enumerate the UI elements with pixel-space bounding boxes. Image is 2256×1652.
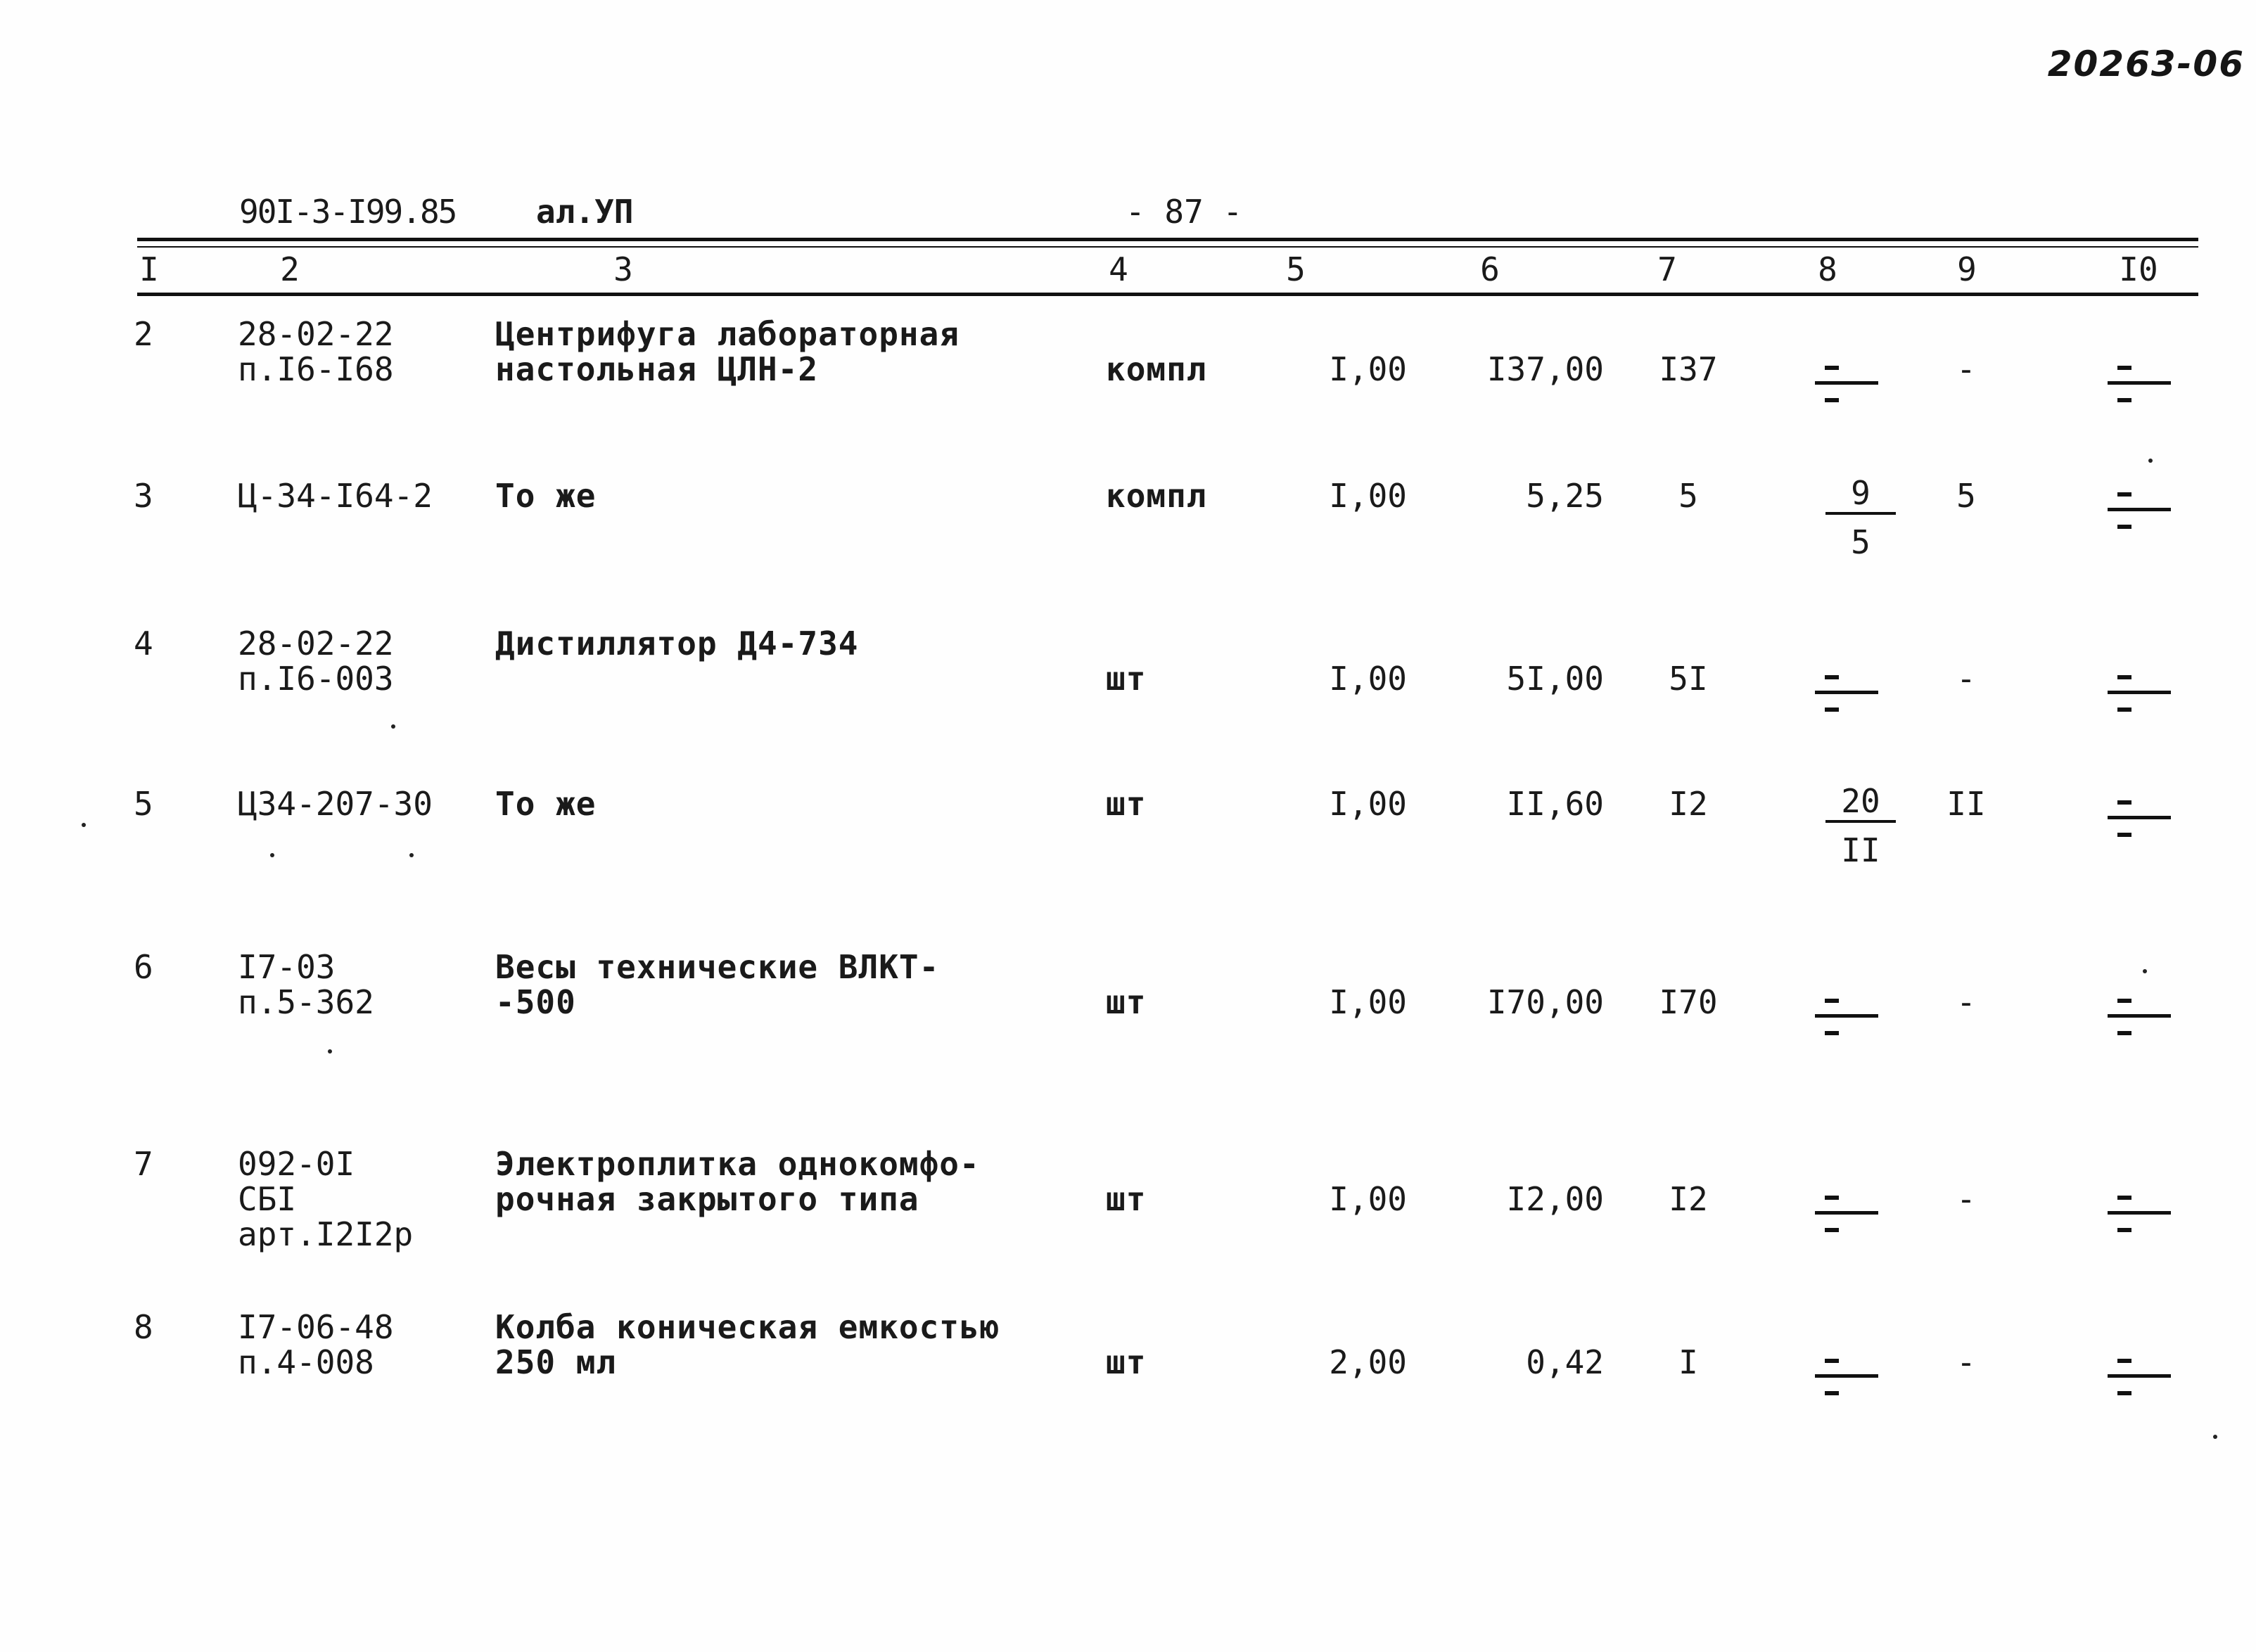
row-col10-dash — [2108, 992, 2171, 1041]
dash-top — [1825, 1359, 1839, 1363]
row-name: Центрифуга лабораторная настольная ЦЛН-2 — [495, 315, 960, 388]
column-number: 8 — [1818, 250, 1837, 288]
row-quantity: I,00 — [1329, 1180, 1407, 1218]
dash-bar — [1815, 691, 1878, 694]
dash-bar — [1815, 381, 1878, 385]
dash-top — [1825, 999, 1839, 1003]
row-col8-dash — [1815, 1189, 1878, 1238]
dash-bar — [2108, 381, 2171, 385]
dash-bottom — [1825, 707, 1839, 712]
row-col8-dash — [1815, 668, 1878, 717]
album-label: ал.УП — [536, 193, 634, 231]
row-number: 5 — [134, 785, 153, 823]
doc-code: 90I-3-I99.85 — [239, 193, 457, 231]
dash-bottom — [1825, 1031, 1839, 1035]
row-col10-dash — [2108, 793, 2171, 843]
row-price: I37,00 — [1486, 350, 1604, 388]
row-unit: шт — [1106, 785, 1147, 823]
header-rule-top — [137, 238, 2198, 241]
row-total: I2 — [1669, 785, 1708, 823]
row-quantity: I,00 — [1329, 983, 1407, 1021]
dash-top — [2117, 1359, 2131, 1363]
dash-bottom — [1825, 1228, 1839, 1232]
row-col8-fraction — [1825, 783, 1896, 868]
row-unit: шт — [1106, 1343, 1147, 1381]
dash-bottom — [2117, 398, 2131, 402]
dash-bottom — [1825, 1391, 1839, 1395]
dash-top — [2117, 492, 2131, 497]
scan-speck — [2213, 1435, 2217, 1439]
scan-speck — [391, 724, 395, 729]
row-name: Дистиллятор Д4-734 — [495, 625, 859, 662]
dash-top — [2117, 1196, 2131, 1200]
row-col9: - — [1956, 983, 1976, 1021]
column-number: 6 — [1480, 250, 1500, 288]
row-col8-dash — [1815, 1352, 1878, 1401]
fraction-denominator: 5 — [1851, 523, 1871, 561]
dash-bar — [2108, 1014, 2171, 1018]
row-quantity: 2,00 — [1329, 1343, 1407, 1381]
dash-bottom — [2117, 833, 2131, 837]
row-price: II,60 — [1506, 785, 1604, 823]
dash-bottom — [2117, 525, 2131, 529]
scan-speck — [328, 1049, 332, 1054]
row-col9: - — [1956, 660, 1976, 698]
row-code: 092-0I СБI арт.I2I2р — [238, 1145, 414, 1253]
row-price: I70,00 — [1486, 983, 1604, 1021]
row-price: 5,25 — [1526, 477, 1604, 515]
row-code: I7-06-48 п.4-008 — [238, 1308, 394, 1381]
fraction-numerator: 9 — [1851, 474, 1871, 512]
dash-bar — [2108, 816, 2171, 819]
header-rule-thin — [137, 246, 2198, 248]
dash-bar — [2108, 691, 2171, 694]
row-quantity: I,00 — [1329, 660, 1407, 698]
fraction-bar — [1825, 820, 1896, 823]
row-unit: компл — [1106, 477, 1207, 515]
dash-top — [2117, 675, 2131, 679]
column-number: 4 — [1109, 250, 1128, 288]
row-code: 28-02-22 п.I6-I68 — [238, 315, 394, 388]
row-col9: - — [1956, 350, 1976, 388]
row-number: 4 — [134, 625, 153, 662]
dash-bar — [1815, 1014, 1878, 1018]
column-number: 5 — [1286, 250, 1306, 288]
fraction-bar — [1825, 512, 1896, 515]
dash-bar — [1815, 1374, 1878, 1378]
dash-top — [1825, 675, 1839, 679]
row-number: 6 — [134, 948, 153, 986]
scan-speck — [2148, 459, 2153, 463]
row-col9: II — [1946, 785, 1986, 823]
row-col9: - — [1956, 1343, 1976, 1381]
row-name: Колба коническая емкостью 250 мл — [495, 1308, 1000, 1381]
row-number: 3 — [134, 477, 153, 515]
row-unit: шт — [1106, 983, 1147, 1021]
row-number: 7 — [134, 1145, 153, 1183]
row-col10-dash — [2108, 359, 2171, 408]
dash-bar — [2108, 1211, 2171, 1215]
row-col10-dash — [2108, 1189, 2171, 1238]
dash-top — [1825, 366, 1839, 370]
row-quantity: I,00 — [1329, 477, 1407, 515]
row-code: 28-02-22 п.I6-003 — [238, 625, 394, 698]
column-number: 9 — [1957, 250, 1977, 288]
row-name: Электроплитка однокомфо- рочная закрытого типа — [495, 1145, 980, 1218]
row-col10-dash — [2108, 1352, 2171, 1401]
row-unit: компл — [1106, 350, 1207, 388]
row-col8-dash — [1815, 992, 1878, 1041]
row-quantity: I,00 — [1329, 785, 1407, 823]
column-number: 7 — [1657, 250, 1677, 288]
row-price: I2,00 — [1506, 1180, 1604, 1218]
row-unit: шт — [1106, 1180, 1147, 1218]
row-price: 0,42 — [1526, 1343, 1604, 1381]
row-col8-fraction — [1825, 475, 1896, 560]
dash-top — [2117, 366, 2131, 370]
row-name: То же — [495, 477, 597, 515]
column-number: I0 — [2119, 250, 2158, 288]
row-number: 8 — [134, 1308, 153, 1346]
row-code: Ц34-207-30 — [238, 785, 433, 823]
corner-code: 20263-06 — [2047, 44, 2245, 84]
dash-bottom — [2117, 1031, 2131, 1035]
row-name: То же — [495, 785, 597, 823]
dash-top — [1825, 1196, 1839, 1200]
fraction-denominator: II — [1841, 831, 1880, 869]
row-col10-dash — [2108, 485, 2171, 534]
dash-bar — [2108, 1374, 2171, 1378]
dash-bottom — [1825, 398, 1839, 402]
dash-top — [2117, 999, 2131, 1003]
row-code: I7-03 п.5-362 — [238, 948, 374, 1021]
fraction-numerator: 20 — [1841, 782, 1880, 820]
row-total: 5 — [1678, 477, 1698, 515]
scan-speck — [270, 853, 274, 857]
row-col9: - — [1956, 1180, 1976, 1218]
scan-speck — [82, 823, 86, 827]
row-quantity: I,00 — [1329, 350, 1407, 388]
scan-speck — [409, 853, 414, 857]
dash-bottom — [2117, 707, 2131, 712]
header-rule-bottom — [137, 293, 2198, 296]
dash-top — [2117, 800, 2131, 805]
dash-bottom — [2117, 1228, 2131, 1232]
row-total: I — [1678, 1343, 1698, 1381]
row-col10-dash — [2108, 668, 2171, 717]
row-total: 5I — [1669, 660, 1708, 698]
row-number: 2 — [134, 315, 153, 353]
column-number: I — [139, 250, 159, 288]
row-code: Ц-34-I64-2 — [238, 477, 433, 515]
row-name: Весы технические ВЛКТ- -500 — [495, 948, 940, 1021]
row-col8-dash — [1815, 359, 1878, 408]
row-unit: шт — [1106, 660, 1147, 698]
column-number: 3 — [613, 250, 633, 288]
page-number: - 87 - — [1126, 193, 1243, 231]
dash-bar — [2108, 508, 2171, 511]
row-total: I2 — [1669, 1180, 1708, 1218]
dash-bottom — [2117, 1391, 2131, 1395]
row-total: I70 — [1659, 983, 1718, 1021]
dash-bar — [1815, 1211, 1878, 1215]
column-number: 2 — [280, 250, 300, 288]
row-price: 5I,00 — [1506, 660, 1604, 698]
scan-speck — [2143, 969, 2147, 973]
row-col9: 5 — [1956, 477, 1976, 515]
row-total: I37 — [1659, 350, 1718, 388]
